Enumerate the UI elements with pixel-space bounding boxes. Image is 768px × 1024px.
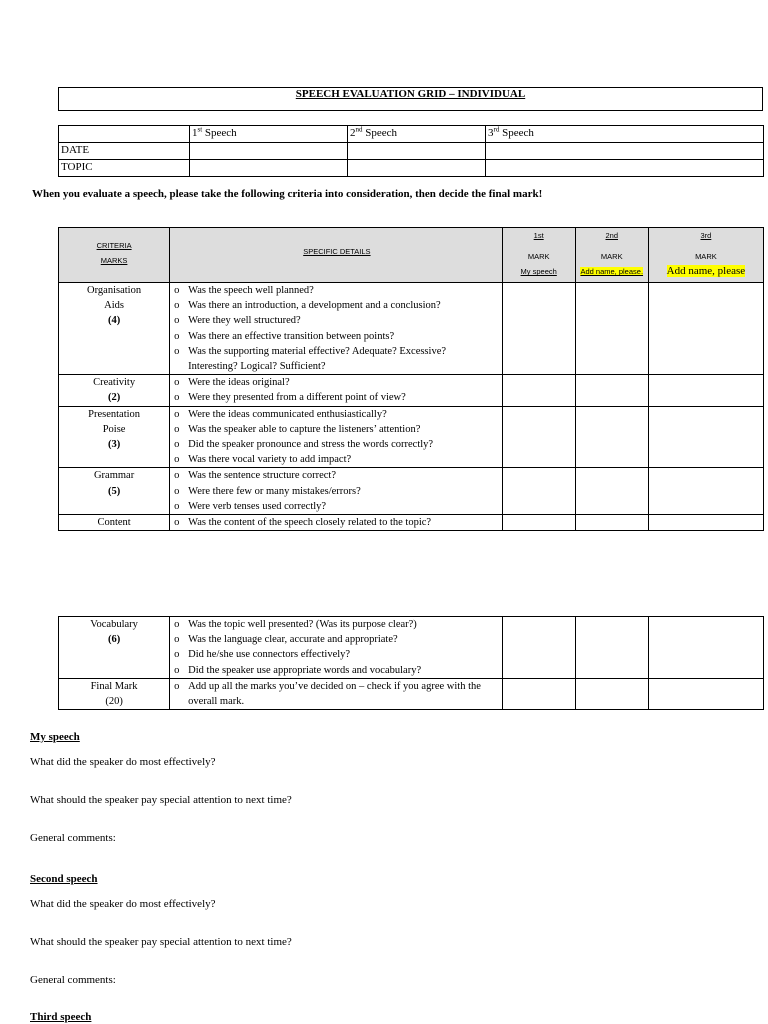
criterion-row-vocabulary xyxy=(59,617,764,679)
instructions-text: When you evaluate a speech, please take the following criteria into consideration, then decide the final mark! xyxy=(32,188,543,200)
col-header-speech-3: 3rd Speech xyxy=(486,126,764,143)
presentation-mark-1[interactable] xyxy=(502,406,575,468)
criterion-vocabulary: Vocabulary (6) xyxy=(59,617,170,679)
prompt-next-time-2: What should the speaker pay special attention to next time? xyxy=(30,936,292,948)
col-header-speech-1: 1st Speech xyxy=(190,126,348,143)
content-mark-3[interactable] xyxy=(648,515,763,531)
prompt-general-comments-1: General comments: xyxy=(30,832,116,844)
final-mark-instructions: o Add up all the marks you’ve decided on – check if you agree with the overall mark. xyxy=(170,678,502,709)
content-questions: o Was the content of the speech closely related to the topic? xyxy=(170,515,502,531)
row-label-date: DATE xyxy=(59,143,190,160)
creativity-mark-1[interactable] xyxy=(502,375,575,406)
criterion-row-creativity xyxy=(59,375,764,406)
prompt-most-effective-1: What did the speaker do most effectively? xyxy=(30,756,216,768)
content-mark-2[interactable] xyxy=(575,515,648,531)
final-mark-row xyxy=(59,678,764,709)
organisation-mark-1[interactable] xyxy=(502,283,575,375)
date-cell-3[interactable] xyxy=(486,143,764,160)
organisation-mark-2[interactable] xyxy=(575,283,648,375)
vocabulary-questions: o Was the topic well presented? (Was its purpose clear?) o Was the language clear, accurate and appropriate? o Did he/she use connectors effectively? o Did the speaker use appropriate words and vocabulary? xyxy=(170,617,502,679)
page-title: SPEECH EVALUATION GRID – INDIVIDUAL xyxy=(295,88,526,100)
criterion-row-organisation xyxy=(59,283,764,375)
date-cell-2[interactable] xyxy=(348,143,486,160)
empty-corner-cell xyxy=(59,126,190,143)
topic-cell-1[interactable] xyxy=(190,160,348,177)
criterion-row-presentation xyxy=(59,406,764,468)
grid-header-row xyxy=(59,228,764,283)
criterion-final-mark: Final Mark (20) xyxy=(59,678,170,709)
final-mark-3[interactable] xyxy=(648,678,763,709)
grammar-questions: o Was the sentence structure correct? o Were there few or many mistakes/errors? o Were verb tenses used correctly? xyxy=(170,468,502,515)
organisation-questions: o Was the speech well planned? o Was there an introduction, a development and a conclusion? o Were they well structured? o Was there an effective transition between points? o Was the supporting material effective? Adequate? Excessive? Interesting? Logical? Sufficient? xyxy=(170,283,502,375)
topic-cell-2[interactable] xyxy=(348,160,486,177)
content-mark-1[interactable] xyxy=(502,515,575,531)
criterion-row-grammar xyxy=(59,468,764,515)
date-cell-1[interactable] xyxy=(190,143,348,160)
date-row xyxy=(59,143,764,160)
col-header-speech-2: 2nd Speech xyxy=(348,126,486,143)
criterion-grammar: Grammar (5) xyxy=(59,468,170,515)
vocabulary-mark-3[interactable] xyxy=(648,617,763,679)
topic-row xyxy=(59,160,764,177)
vocabulary-mark-1[interactable] xyxy=(502,617,575,679)
prompt-next-time-1: What should the speaker pay special attention to next time? xyxy=(30,794,292,806)
grammar-mark-1[interactable] xyxy=(502,468,575,515)
title-box xyxy=(58,87,763,111)
vocabulary-mark-2[interactable] xyxy=(575,617,648,679)
final-mark-2[interactable] xyxy=(575,678,648,709)
organisation-mark-3[interactable] xyxy=(648,283,763,375)
presentation-questions: o Were the ideas communicated enthusiastically? o Was the speaker able to capture the listeners’ attention? o Did the speaker pronounce and stress the words correctly? o Was there vocal variety to add impact? xyxy=(170,406,502,468)
creativity-mark-3[interactable] xyxy=(648,375,763,406)
topic-cell-3[interactable] xyxy=(486,160,764,177)
creativity-questions: o Were the ideas original? o Were they presented from a different point of view? xyxy=(170,375,502,406)
mark-header-1: 1st MARK My speech xyxy=(502,228,575,283)
criterion-organisation: Organisation Aids (4) xyxy=(59,283,170,375)
presentation-mark-3[interactable] xyxy=(648,406,763,468)
presentation-mark-2[interactable] xyxy=(575,406,648,468)
criterion-row-content xyxy=(59,515,764,531)
prompt-general-comments-2: General comments: xyxy=(30,974,116,986)
specific-details-header: SPECIFIC DETAILS xyxy=(170,228,502,283)
evaluation-grid xyxy=(58,227,764,531)
criterion-creativity: Creativity (2) xyxy=(59,375,170,406)
final-mark-1[interactable] xyxy=(502,678,575,709)
speech-date-topic-table xyxy=(58,125,764,177)
prompt-most-effective-2: What did the speaker do most effectively? xyxy=(30,898,216,910)
section-heading-second-speech: Second speech xyxy=(30,873,98,885)
grammar-mark-3[interactable] xyxy=(648,468,763,515)
criterion-content: Content xyxy=(59,515,170,531)
criterion-presentation: Presentation Poise (3) xyxy=(59,406,170,468)
section-heading-my-speech: My speech xyxy=(30,731,80,743)
criteria-header: CRITERIA MARKS xyxy=(59,228,170,283)
evaluation-grid-continued xyxy=(58,616,764,710)
row-label-topic: TOPIC xyxy=(59,160,190,177)
mark-header-3: 3rd MARK Add name, please xyxy=(648,228,763,283)
grammar-mark-2[interactable] xyxy=(575,468,648,515)
speech-header-row xyxy=(59,126,764,143)
creativity-mark-2[interactable] xyxy=(575,375,648,406)
mark-header-2: 2nd MARK Add name, please. xyxy=(575,228,648,283)
section-heading-third-speech: Third speech xyxy=(30,1011,92,1023)
